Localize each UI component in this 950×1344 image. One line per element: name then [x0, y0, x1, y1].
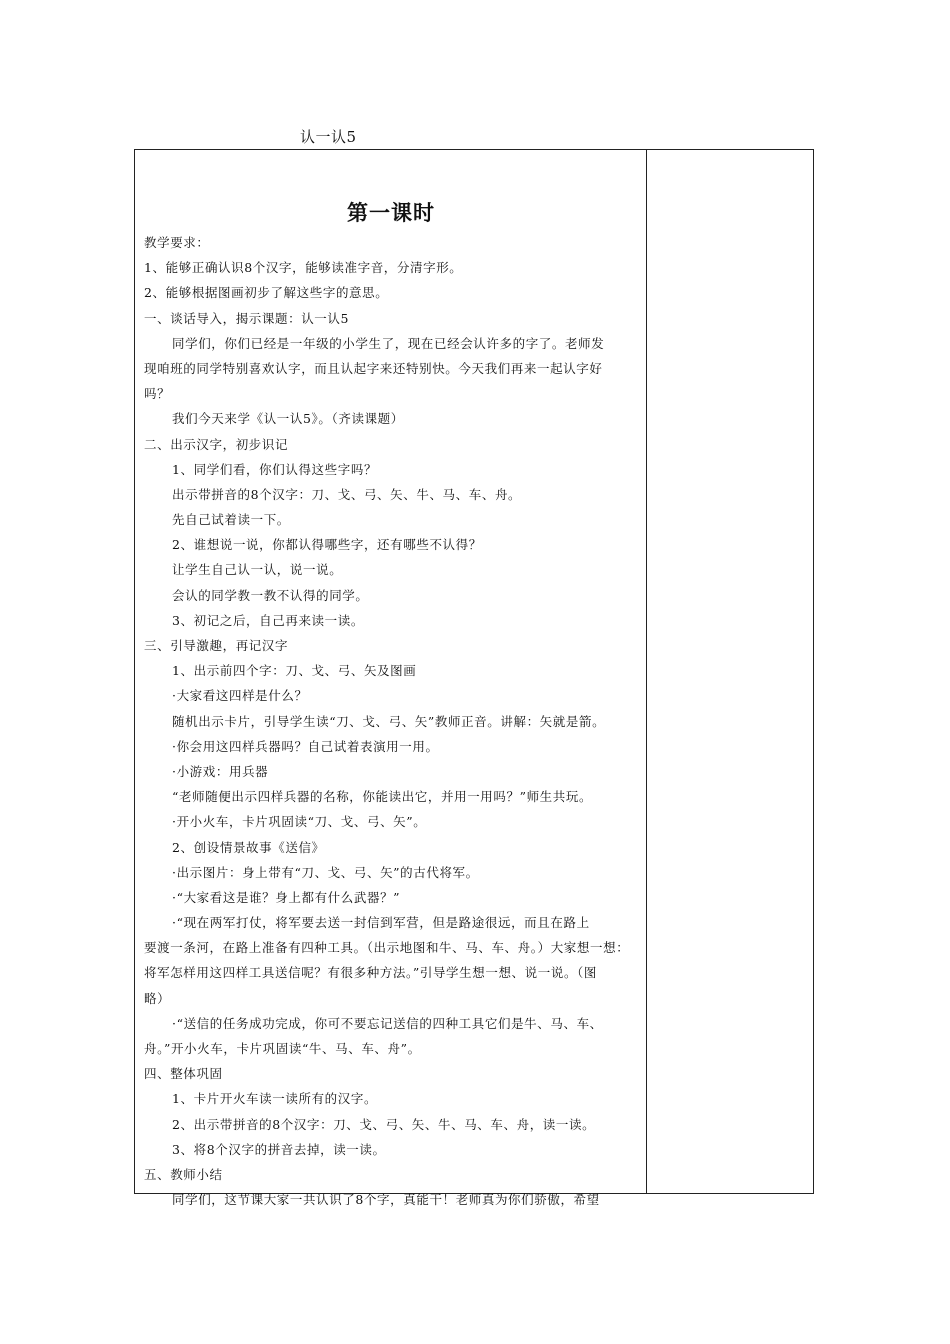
lesson-line: 先自己试着读一下。 [172, 512, 290, 528]
lesson-line: 要渡一条河，在路上准备有四种工具。（出示地图和牛、马、车、舟。）大家想一想： [144, 940, 630, 956]
lesson-line: 1、同学们看，你们认得这些字吗？ [172, 461, 378, 477]
lesson-title: 第一课时 [347, 201, 435, 225]
lesson-line: 将军怎样用这四样工具送信呢？有很多种方法。”引导学生想一想、说一说。（图 [144, 965, 597, 981]
lesson-line: 3、将8个汉字的拼音去掉，读一读。 [172, 1141, 386, 1157]
lesson-line: ·开小火车，卡片巩固读“刀、戈、弓、矢”。 [172, 814, 427, 830]
lesson-line: ·“送信的任务成功完成，你可不要忘记送信的四种工具它们是牛、马、车、 [172, 1015, 603, 1031]
lesson-line: 略） [144, 990, 171, 1006]
lesson-line: 三、引导激趣，再记汉字 [144, 638, 289, 653]
lesson-line: ·小游戏：用兵器 [172, 763, 269, 779]
lesson-line: ·出示图片：身上带有“刀、戈、弓、矢”的古代将军。 [172, 864, 479, 880]
lesson-line: ·你会用这四样兵器吗？自己试着表演用一用。 [172, 738, 439, 754]
lesson-line: 四、整体巩固 [144, 1066, 223, 1082]
lesson-line: 会认的同学教一教不认得的同学。 [172, 587, 369, 603]
notes-cell [647, 150, 813, 1193]
lesson-line: 2、谁想说一说，你都认得哪些字，还有哪些不认得？ [172, 537, 482, 553]
lesson-line: 舟。”开小火车，卡片巩固读“牛、马、车、舟”。 [144, 1041, 421, 1056]
lesson-body [144, 230, 638, 1212]
lesson-line: 教学要求： [144, 235, 210, 250]
document-heading: 认一认5 [300, 128, 357, 146]
lesson-line: 2、能够根据图画初步了解这些字的意思。 [144, 285, 389, 301]
lesson-line: 3、初记之后，自己再来读一读。 [172, 612, 364, 628]
lesson-table [134, 149, 814, 1208]
lesson-line: 同学们，你们已经是一年级的小学生了，现在已经会认许多的字了。老师发 [172, 335, 605, 351]
lesson-line: ·“大家看这是谁？身上都有什么武器？” [172, 889, 401, 905]
lesson-line: 1、出示前四个字：刀、戈、弓、矢及图画 [172, 663, 417, 679]
lesson-content-cell [135, 150, 647, 1208]
lesson-line: 现咱班的同学特别喜欢认字，而且认起字来还特别快。今天我们再来一起认字好 [144, 360, 603, 376]
lesson-line: “老师随便出示四样兵器的名称，你能读出它，并用一用吗？”师生共玩。 [172, 789, 593, 805]
lesson-line: 一、谈话导入，揭示课题：认一认5 [144, 310, 350, 326]
lesson-line: 我们今天来学《认一认5》。（齐读课题） [172, 411, 404, 427]
lesson-line: ·“现在两军打仗，将军要去送一封信到军营，但是路途很远，而且在路上 [172, 915, 590, 931]
lesson-line: ·大家看这四样是什么？ [172, 688, 308, 704]
lesson-line: 出示带拼音的8个汉字：刀、戈、弓、矢、牛、马、车、舟。 [172, 486, 522, 502]
lesson-line: 让学生自己认一认，说一说。 [172, 562, 343, 578]
lesson-line: 1、卡片开火车读一读所有的汉字。 [172, 1091, 378, 1107]
lesson-line: 1、能够正确认识8个汉字，能够读准字音，分清字形。 [144, 260, 463, 276]
lesson-line: 随机出示卡片，引导学生读“刀、戈、弓、矢”教师正音。讲解：矢就是箭。 [172, 713, 606, 729]
lesson-line: 二、出示汉字，初步识记 [144, 436, 289, 452]
lesson-line: 同学们，这节课大家一共认识了8个字，真能干！老师真为你们骄傲，希望 [172, 1192, 600, 1208]
lesson-line: 五、教师小结 [144, 1166, 223, 1182]
lesson-line: 吗？ [144, 386, 171, 402]
lesson-line: 2、创设情景故事《送信》 [172, 839, 325, 855]
lesson-line: 2、出示带拼音的8个汉字：刀、戈、弓、矢、牛、马、车、舟，读一读。 [172, 1116, 596, 1132]
